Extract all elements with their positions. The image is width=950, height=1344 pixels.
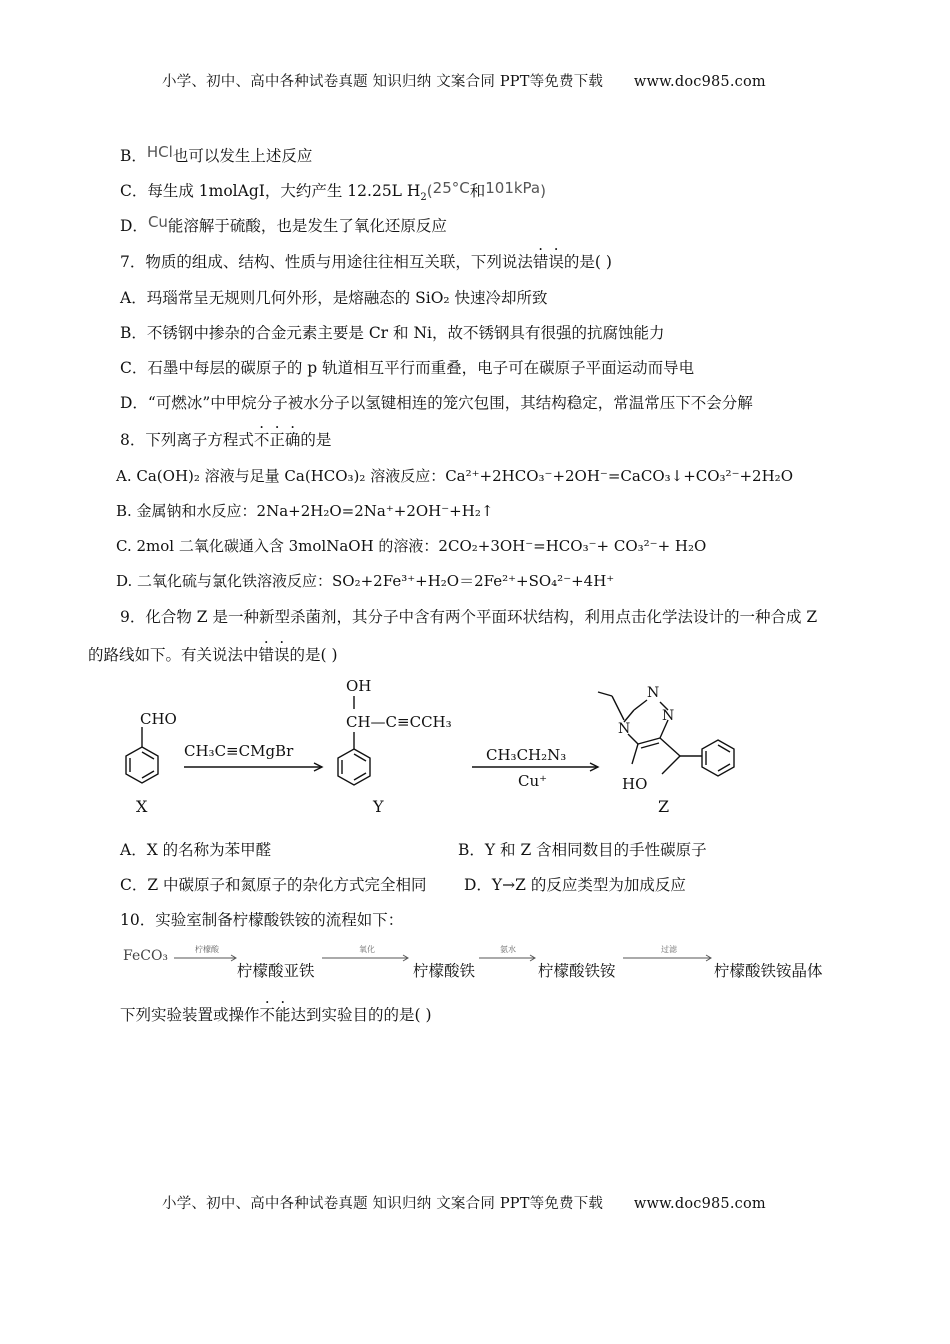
z-label: Z	[658, 797, 670, 816]
header-text: 小学、初中、高中各种试卷真题 知识归纳 文案合同 PPT等免费下载	[162, 74, 604, 90]
stem-text: 的是( )	[563, 253, 612, 271]
reaction-scheme	[100, 672, 780, 832]
reagent-2: CH₃CH₂N₃	[486, 746, 567, 764]
formula-cu: Cu	[147, 213, 168, 231]
option-text: 能溶解于硫酸，也是发生了氧化还原反应	[167, 217, 447, 235]
y-label: Y	[373, 797, 384, 816]
q9-option-d: D．Y→Z 的反应类型为加成反应	[464, 876, 686, 894]
q7-option-c: C．石墨中每层的碳原子的 p 轨道相互平行而重叠，电子可在碳原子平面运动而导电	[120, 359, 695, 377]
q8-option-d: D. 二氧化硫与氯化铁溶液反应：SO₂+2Fe³⁺+H₂O＝2Fe²⁺+SO₄²⁻+4H⁺	[116, 572, 615, 590]
flow-step-1: 柠檬酸	[195, 945, 219, 954]
stem-text: 7．物质的组成、结构、性质与用途往往相互关联，下列说法	[120, 253, 533, 271]
stem-text: 的是( )	[289, 646, 338, 664]
flow-product-1: 柠檬酸亚铁	[237, 962, 315, 980]
flow-product-2: 柠檬酸铁	[413, 962, 476, 980]
paren: (	[426, 182, 433, 200]
option-text: C．每生成 1molAgI，大约产生 12.25L H	[120, 182, 421, 200]
emphasis-char: 错	[258, 646, 275, 664]
emphasis-char: 错	[532, 253, 549, 271]
z-nitrogen-3: N	[618, 721, 631, 737]
q8-option-c: C. 2mol 二氧化碳通入含 3molNaOH 的溶液：2CO₂+3OH⁻=HCO₃⁻+ CO₃²⁻+ H₂O	[116, 537, 707, 555]
benzene-ring-z	[702, 740, 734, 776]
page-footer	[162, 1192, 766, 1213]
z-nitrogen-1: N	[647, 685, 660, 701]
flow-step-2: 氧化	[359, 945, 375, 954]
emphasis-char: 不	[259, 1006, 276, 1024]
q8-option-b: B. 金属钠和水反应：2Na+2H₂O=2Na⁺+2OH⁻+H₂↑	[116, 502, 494, 520]
y-chain: CH—C≡CCH₃	[346, 713, 452, 731]
q10-stem: 10．实验室制备柠檬酸铁铵的流程如下：	[120, 911, 404, 929]
flow-arrow-3	[479, 954, 539, 962]
conjunction: 和	[469, 182, 486, 200]
subscript: 2	[420, 192, 427, 204]
q7-option-a: A．玛瑙常呈无规则几何外形，是熔融态的 SiO₂ 快速冷却所致	[120, 289, 548, 307]
q6-option-d	[120, 213, 447, 236]
paren: )	[540, 182, 546, 200]
header-url: www.doc985.com	[633, 74, 766, 90]
page-header	[162, 70, 766, 91]
q7-stem	[120, 252, 612, 272]
q6-option-b	[120, 143, 313, 166]
q7-option-b: B．不锈钢中掺杂的合金元素主要是 Cr 和 Ni，故不锈钢具有很强的抗腐蚀能力	[120, 324, 665, 342]
flow-start: FeCO₃	[123, 948, 169, 964]
q9-stem-line1: 9．化合物 Z 是一种新型杀菌剂，其分子中含有两个平面环状结构，利用点击化学法设计的一种合成 Z	[120, 608, 818, 626]
benzene-ring-y	[338, 696, 370, 785]
pressure: 101kPa	[485, 179, 541, 197]
emphasis-char: 正	[269, 431, 285, 449]
emphasis-char: 确	[284, 431, 301, 449]
formula-hcl: HCl	[146, 143, 173, 161]
stem-text: 的是	[300, 431, 332, 449]
option-text: 也可以发生上述反应	[172, 147, 313, 165]
temperature: 25°C	[432, 179, 470, 197]
stem-text: 下列实验装置或操作	[120, 1006, 260, 1024]
footer-text: 小学、初中、高中各种试卷真题 知识归纳 文案合同 PPT等免费下载	[162, 1196, 604, 1212]
q7-option-d: D．“可燃冰”中甲烷分子被水分子以氢键相连的笼穴包围，其结构稳定，常温常压下不会分解	[120, 394, 753, 412]
flow-step-3: 氨水	[500, 945, 516, 954]
q10-flowchart	[120, 944, 840, 984]
x-label: X	[136, 797, 148, 816]
z-hydroxyl: HO	[622, 775, 648, 793]
stem-text: 的路线如下。有关说法中	[88, 646, 259, 664]
y-hydroxyl: OH	[346, 677, 372, 695]
footer-url: www.doc985.com	[633, 1196, 766, 1212]
flow-arrow-4	[623, 954, 715, 962]
option-label: D．	[120, 217, 148, 235]
q8-option-a: A. Ca(OH)₂ 溶液与足量 Ca(HCO₃)₂ 溶液反应：Ca²⁺+2HCO₃⁻+2OH⁻=CaCO₃↓+CO₃²⁻+2H₂O	[116, 467, 793, 485]
flow-arrow-1	[174, 954, 240, 962]
q8-stem	[120, 430, 331, 450]
q9-option-b: B．Y 和 Z 含相同数目的手性碳原子	[458, 841, 707, 859]
triazole-ring	[598, 692, 702, 774]
q6-option-c	[120, 181, 546, 208]
x-substituent: CHO	[140, 710, 177, 728]
emphasis-char: 误	[548, 253, 564, 271]
benzene-ring-x	[126, 727, 158, 783]
emphasis-char: 不	[253, 431, 270, 449]
q9-stem-line2	[88, 645, 338, 665]
catalyst: Cu⁺	[518, 772, 548, 790]
z-nitrogen-2: N	[662, 708, 675, 724]
q10-question	[120, 1005, 432, 1025]
stem-text: 达到实验目的的是( )	[290, 1006, 432, 1024]
q9-option-a: A．X 的名称为苯甲醛	[120, 841, 272, 859]
flow-step-4: 过滤	[661, 945, 677, 954]
emphasis-char: 误	[274, 646, 290, 664]
emphasis-char: 能	[275, 1006, 291, 1024]
flow-product-3: 柠檬酸铁铵	[538, 962, 616, 980]
flow-arrow-2	[322, 954, 412, 962]
flow-product-4: 柠檬酸铁铵晶体	[714, 962, 823, 980]
option-label: B．	[120, 147, 147, 165]
stem-text: 8．下列离子方程式	[120, 431, 254, 449]
q9-option-c: C．Z 中碳原子和氮原子的杂化方式完全相同	[120, 876, 427, 894]
reagent-1: CH₃C≡CMgBr	[184, 742, 294, 760]
